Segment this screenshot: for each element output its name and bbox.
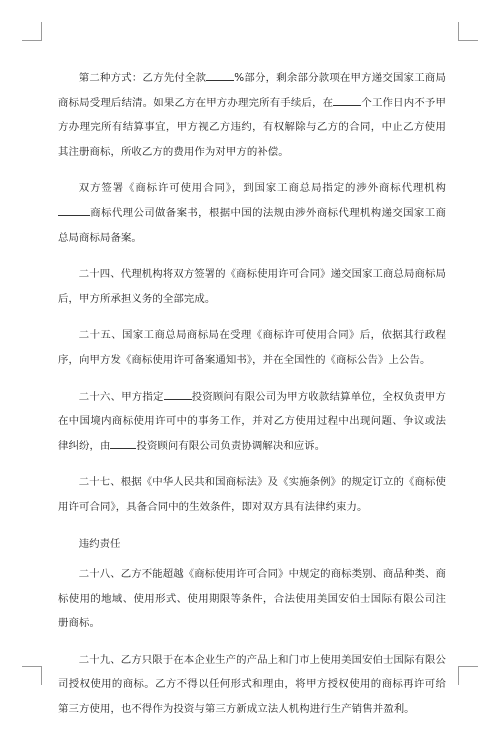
crop-mark-top-left-v bbox=[41, 22, 42, 41]
text-run: 二十七、根据《中华人民共和国商标法》及《实施条例》的规定订立的《商标使用许可合同》，具备合同中的生效条件，即对双方具有法律约束力。 bbox=[58, 476, 446, 513]
text-run: 投资顾问有限公司为甲方收款结算单位，全权负责甲方在中国境内商标使用许可中的事务工作，并对乙方使用过程中出现问题、争议或法律纠纷，由 bbox=[58, 390, 446, 452]
text-run: 第二种方式：乙方先付全款 bbox=[78, 72, 207, 84]
text-run: 双方签署《商标许可使用合同》，到国家工商总局指定的涉外商标代理机构 bbox=[78, 182, 446, 195]
text-run: 二十四、代理机构将双方签署的《商标使用许可合同》递交国家工商总局商标局后，甲方所承担义务的全部完成。 bbox=[58, 268, 446, 305]
paragraph-article-27 bbox=[58, 470, 446, 519]
text-run: 个工作日内不予甲方办理完所有结算事宜，甲方视乙方违约，有权解除与乙方的合同，中止乙方使用其注册商标，所收乙方的费用作为对甲方的补偿。 bbox=[58, 96, 446, 158]
paragraph-article-29 bbox=[58, 648, 446, 722]
blank-field bbox=[164, 387, 192, 400]
blank-field bbox=[110, 436, 136, 449]
paragraph-article-28 bbox=[58, 562, 446, 636]
text-run: 商标代理公司做备案书，根据中国的法规由涉外商标代理机构递交国家工商总局商标局备案。 bbox=[58, 206, 446, 244]
text-run: 投资顾问有限公司负责协调解决和应诉。 bbox=[136, 439, 326, 452]
blank-field bbox=[58, 203, 90, 216]
text-run: 二十六、甲方指定 bbox=[78, 390, 164, 403]
section-heading-breach: 违约责任 bbox=[78, 537, 121, 550]
text-run: 二十九、乙方只限于在本企业生产的产品上和门市上使用美国安伯士国际有限公司授权使用的商标。乙方不得以任何形式和理由，将甲方授权使用的商标再许可给第三方使用，也不得作为投资与第三方新成立法人机构进行生产销售并盈利。 bbox=[58, 653, 446, 716]
crop-mark-bottom-left-h bbox=[22, 666, 42, 667]
document-body bbox=[58, 66, 446, 734]
text-run: 二十八、乙方不能超越《商标使用许可合同》中规定的商标类别、商品种类、商标使用的地域、使用形式、使用期限等条件，合法使用美国安伯士国际有限公司注册商标。 bbox=[58, 568, 446, 630]
paragraph-payment-method-2 bbox=[58, 66, 446, 164]
paragraph-contract-signing bbox=[58, 176, 446, 250]
blank-field bbox=[333, 93, 361, 106]
text-run: 二十五、国家工商总局商标局在受理《商标许可使用合同》后，依据其行政程序，向甲方发《商标使用许可备案通知书》，并在全国性的《商标公告》上公告。 bbox=[58, 329, 446, 366]
crop-mark-top-right-v bbox=[458, 22, 459, 41]
paragraph-article-26 bbox=[58, 385, 446, 459]
paragraph-article-24 bbox=[58, 262, 446, 311]
crop-mark-bottom-left-v bbox=[41, 666, 42, 685]
text-run: %部分，剩余部分款项在甲方递交国家工商局商标局受理后结清。如果乙方在甲方办理完所有手续后，在 bbox=[58, 72, 447, 109]
crop-mark-bottom-right-h bbox=[458, 666, 478, 667]
crop-mark-bottom-right-v bbox=[458, 666, 459, 685]
crop-mark-top-right-h bbox=[458, 40, 478, 41]
paragraph-article-25 bbox=[58, 323, 446, 372]
blank-field bbox=[206, 68, 234, 81]
crop-mark-top-left-h bbox=[22, 40, 42, 41]
